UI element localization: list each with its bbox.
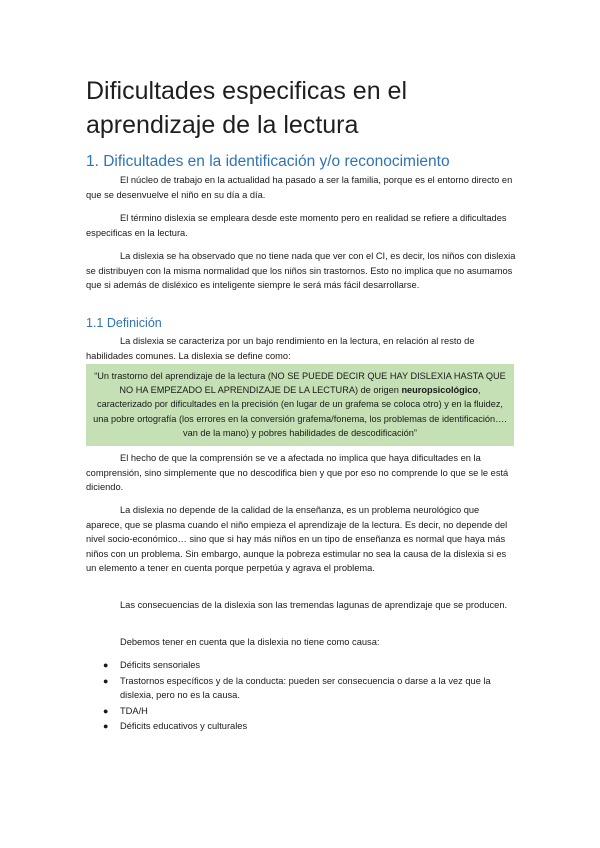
bullet-icon: ●: [103, 675, 109, 686]
bullet-icon: ●: [103, 660, 109, 670]
list-item: ● Trastornos específicos y de la conducta: pueden ser consecuencia o darse a la vez que la dislexia, pero no es la causa.: [103, 675, 491, 700]
quote-text-bold: neuropsicológico: [401, 385, 479, 396]
bullet-icon: ●: [103, 705, 109, 716]
quote-text-start: “Un trastorno del aprendizaje de la lectura (NO SE PUEDE DECIR QUE HAY DISLEXIA HASTA QUE NO HA EMPEZADO EL APRENDIZAJE DE LA LECTURA) de origen: [94, 371, 506, 396]
paragraph: La dislexia no depende de la calidad de la enseñanza, es un problema neurológico que aparece, que se plasma cuando el niño empieza el aprendizaje de la lectura. Es decir, no depende del nivel socio-económico… sino que si hay más niños en un tipo de enseñanza es normal que haya más niños con un problema. Sin embargo, aunque la pobreza estimular no sea la causa de la dislexia si es un elemento a tener en cuenta porque perpetúa y agrava el problema.: [86, 505, 508, 573]
list-item: ● TDA/H: [86, 704, 516, 719]
section-heading-1-1: 1.1 Definición: [86, 316, 162, 330]
list-item: ● Déficits sensoriales: [86, 658, 516, 673]
paragraph: La dislexia se caracteriza por un bajo rendimiento en la lectura, en relación al resto de habilidades comunes. La dislexia se define como:: [86, 336, 475, 361]
definition-quote-box: [86, 364, 514, 446]
paragraph: La dislexia se ha observado que no tiene nada que ver con el CI, es decir, los niños con dislexia se distribuyen con la misma normalidad que los niños sin trastornos. Esto no implica que no asumamos que si además de disléxico es inteligente siempre le será más fácil desarrollarse.: [86, 251, 516, 290]
paragraph: Las consecuencias de la dislexia son las tremendas lagunas de aprendizaje que se producen.: [120, 600, 508, 610]
paragraph: El hecho de que la comprensión se ve a afectada no implica que haya dificultades en la comprensión, sino simplemente que no descodifica bien y que por eso no comprende lo que se le está diciendo.: [86, 453, 509, 492]
page-title: Dificultades especificas en el aprendizaje de la lectura: [86, 77, 407, 139]
paragraph: El núcleo de trabajo en la actualidad ha pasado a ser la familia, porque es el entorno directo en que se desenvuelve el niño en su día a día.: [86, 175, 513, 200]
causes-list: [86, 658, 516, 735]
quote-text-end: , caracterizado por dificultades en la precisión (en lugar de un grafema se coloca otro) y en la fluidez, una pobre ortografía (los errores en la conversión grafema/fonema, los problemas de identificación…. van de la mano) y pobres habilidades de descodificación”: [93, 385, 507, 438]
paragraph: Debemos tener en cuenta que la dislexia no tiene como causa:: [120, 637, 380, 647]
paragraph: El término dislexia se empleara desde este momento pero en realidad se refiere a dificultades especificas en la lectura.: [86, 213, 507, 238]
section-heading-1: 1. Dificultades en la identificación y/o reconocimiento: [86, 153, 450, 170]
bullet-icon: ●: [103, 721, 109, 731]
list-item: ● Déficits educativos y culturales: [86, 719, 516, 734]
